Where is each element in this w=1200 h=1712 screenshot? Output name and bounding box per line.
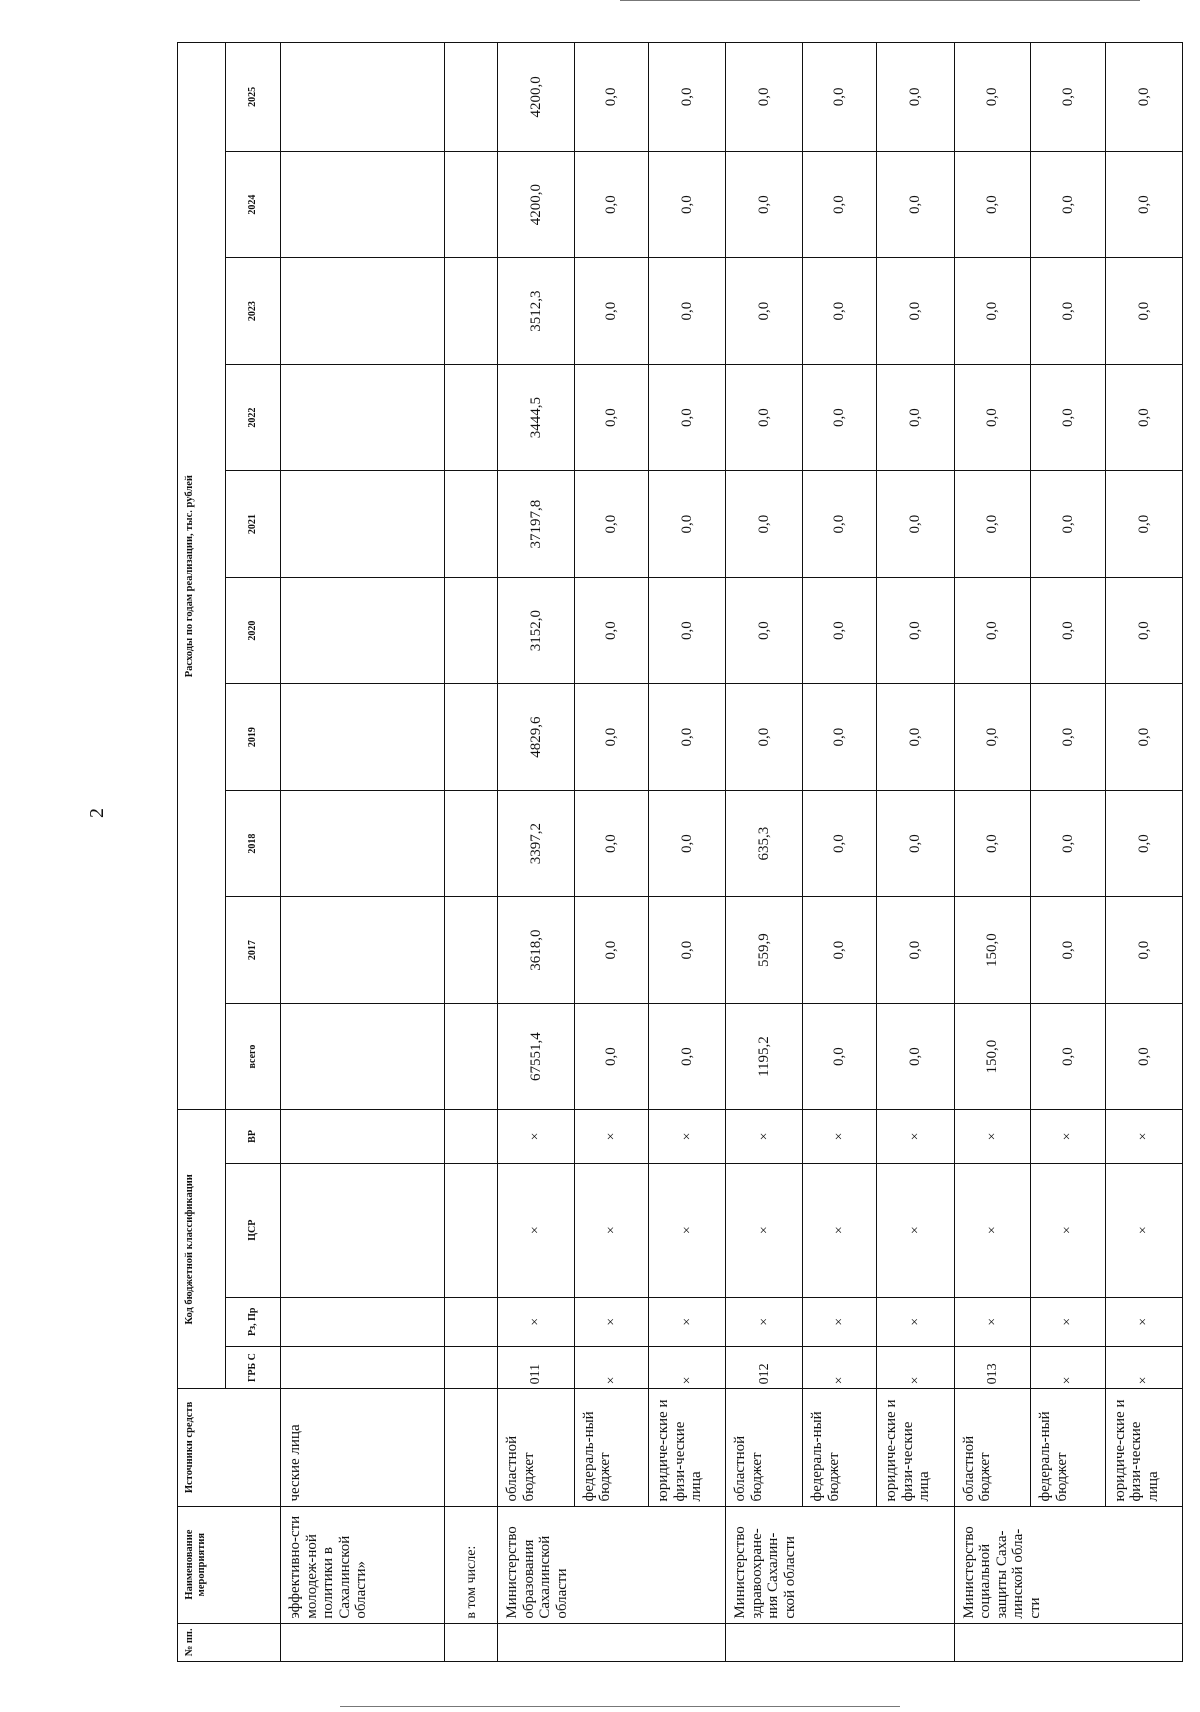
empty-cell (281, 1163, 445, 1297)
row-number-cell (954, 1623, 1182, 1661)
total-value: 1195,2 (726, 1003, 803, 1110)
empty-cell (445, 577, 498, 684)
year-value-2022: 0,0 (726, 364, 803, 471)
year-value-2018: 0,0 (877, 790, 954, 897)
year-value-2025: 0,0 (803, 43, 877, 152)
empty-cell (445, 43, 498, 152)
empty-cell (445, 1346, 498, 1389)
rzpr-code: × (498, 1297, 575, 1346)
year-value-2023: 0,0 (803, 258, 877, 365)
year-value-2022: 0,0 (574, 364, 648, 471)
empty-cell (445, 897, 498, 1004)
vr-code: × (954, 1110, 1031, 1163)
empty-cell (281, 151, 445, 258)
empty-cell (281, 684, 445, 791)
year-value-2019: 0,0 (574, 684, 648, 791)
grbs-code: × (1105, 1346, 1182, 1389)
funding-source: федераль-ный бюджет (574, 1389, 648, 1506)
funding-source: юридиче-ские и физи-ческие лица (649, 1389, 726, 1506)
year-value-2025: 4200,0 (498, 43, 575, 152)
rzpr-code: × (726, 1297, 803, 1346)
empty-cell (445, 364, 498, 471)
rzpr-code: × (877, 1297, 954, 1346)
year-value-2025: 0,0 (574, 43, 648, 152)
grbs-code: × (1031, 1346, 1105, 1389)
year-value-2017: 0,0 (1031, 897, 1105, 1004)
subheader-no-cell (445, 1623, 498, 1661)
year-value-2021: 0,0 (954, 471, 1031, 578)
total-value: 0,0 (649, 1003, 726, 1110)
year-value-2017: 0,0 (1105, 897, 1182, 1004)
header-year-2021: 2021 (225, 471, 281, 578)
year-value-2019: 0,0 (726, 684, 803, 791)
year-value-2017: 150,0 (954, 897, 1031, 1004)
csr-code: × (649, 1163, 726, 1297)
total-value: 0,0 (877, 1003, 954, 1110)
year-value-2018: 0,0 (1031, 790, 1105, 897)
empty-cell (281, 43, 445, 152)
ministry-name: Министерство социальной защиты Саха-линской обла-сти (954, 1506, 1182, 1623)
scan-edge-line-bottom (340, 1706, 900, 1707)
csr-code: × (498, 1163, 575, 1297)
continuation-name: эффективно-сти молодеж-ной политики в Сахалинской области» (281, 1506, 445, 1623)
year-value-2020: 0,0 (803, 577, 877, 684)
year-value-2019: 0,0 (954, 684, 1031, 791)
rzpr-code: × (1105, 1297, 1182, 1346)
year-value-2022: 0,0 (954, 364, 1031, 471)
year-value-2019: 0,0 (649, 684, 726, 791)
year-value-2018: 635,3 (726, 790, 803, 897)
continuation-no-cell (281, 1623, 445, 1661)
year-value-2018: 0,0 (574, 790, 648, 897)
year-value-2019: 0,0 (1031, 684, 1105, 791)
year-value-2018: 0,0 (954, 790, 1031, 897)
year-value-2024: 0,0 (574, 151, 648, 258)
grbs-code: × (574, 1346, 648, 1389)
empty-cell (445, 471, 498, 578)
header-year-2022: 2022 (225, 364, 281, 471)
year-value-2023: 0,0 (649, 258, 726, 365)
page-number: 2 (86, 808, 108, 818)
year-value-2023: 0,0 (574, 258, 648, 365)
grbs-code: × (803, 1346, 877, 1389)
ministry-name: Министерство здравоохране-ния Сахалин-ской области (726, 1506, 954, 1623)
grbs-code: × (649, 1346, 726, 1389)
grbs-code: 012 (726, 1346, 803, 1389)
header-grbs: ГРБ С (225, 1346, 281, 1389)
empty-cell (445, 1163, 498, 1297)
year-value-2025: 0,0 (1031, 43, 1105, 152)
header-no: № пп. (178, 1623, 281, 1661)
funding-source: областной бюджет (498, 1389, 575, 1506)
year-value-2024: 0,0 (726, 151, 803, 258)
empty-cell (281, 471, 445, 578)
empty-cell (281, 364, 445, 471)
total-value: 0,0 (803, 1003, 877, 1110)
year-value-2017: 3618,0 (498, 897, 575, 1004)
year-value-2024: 0,0 (1105, 151, 1182, 258)
year-value-2024: 0,0 (649, 151, 726, 258)
year-value-2025: 0,0 (1105, 43, 1182, 152)
vr-code: × (803, 1110, 877, 1163)
year-value-2023: 0,0 (726, 258, 803, 365)
vr-code: × (649, 1110, 726, 1163)
empty-cell (281, 1110, 445, 1163)
year-value-2025: 0,0 (649, 43, 726, 152)
rzpr-code: × (574, 1297, 648, 1346)
csr-code: × (803, 1163, 877, 1297)
header-year-2019: 2019 (225, 684, 281, 791)
funding-source: юридиче-ские и физи-ческие лица (1105, 1389, 1182, 1506)
year-value-2020: 0,0 (1105, 577, 1182, 684)
year-value-2021: 0,0 (1105, 471, 1182, 578)
total-value: 0,0 (574, 1003, 648, 1110)
header-year-2023: 2023 (225, 258, 281, 365)
year-value-2020: 3152,0 (498, 577, 575, 684)
header-year-2018: 2018 (225, 790, 281, 897)
year-value-2021: 0,0 (649, 471, 726, 578)
empty-cell (281, 1346, 445, 1389)
table-row (1105, 43, 1182, 1662)
year-value-2017: 0,0 (649, 897, 726, 1004)
year-value-2020: 0,0 (649, 577, 726, 684)
table-row (954, 43, 1031, 1662)
header-total: всего (225, 1003, 281, 1110)
table-row (1031, 43, 1105, 1662)
year-value-2023: 3512,3 (498, 258, 575, 365)
rzpr-code: × (1031, 1297, 1105, 1346)
table-row (498, 43, 575, 1662)
csr-code: × (954, 1163, 1031, 1297)
table-row (574, 43, 648, 1662)
grbs-code: 013 (954, 1346, 1031, 1389)
ministry-groups (498, 43, 1183, 1662)
year-value-2023: 0,0 (877, 258, 954, 365)
year-value-2020: 0,0 (726, 577, 803, 684)
scan-edge-line-top (620, 0, 1140, 1)
year-value-2021: 0,0 (803, 471, 877, 578)
year-value-2024: 0,0 (877, 151, 954, 258)
continuation-source: ческие лица (281, 1389, 445, 1506)
year-value-2021: 37197,8 (498, 471, 575, 578)
year-value-2018: 3397,2 (498, 790, 575, 897)
year-value-2022: 0,0 (803, 364, 877, 471)
year-value-2023: 0,0 (1105, 258, 1182, 365)
vr-code: × (1031, 1110, 1105, 1163)
year-value-2018: 0,0 (1105, 790, 1182, 897)
year-value-2019: 0,0 (877, 684, 954, 791)
vr-code: × (877, 1110, 954, 1163)
budget-table-sheet (177, 42, 1183, 1662)
year-value-2017: 0,0 (877, 897, 954, 1004)
empty-cell (445, 1003, 498, 1110)
rzpr-code: × (954, 1297, 1031, 1346)
total-value: 67551,4 (498, 1003, 575, 1110)
year-value-2017: 0,0 (574, 897, 648, 1004)
header-expenses: Расходы по годам реализации, тыс. рублей (178, 43, 226, 1110)
table-row (877, 43, 954, 1662)
vr-code: × (498, 1110, 575, 1163)
grbs-code: 011 (498, 1346, 575, 1389)
year-value-2025: 0,0 (877, 43, 954, 152)
year-value-2022: 0,0 (1105, 364, 1182, 471)
year-value-2022: 0,0 (877, 364, 954, 471)
year-value-2020: 0,0 (954, 577, 1031, 684)
year-value-2023: 0,0 (1031, 258, 1105, 365)
year-value-2017: 0,0 (803, 897, 877, 1004)
empty-cell (281, 897, 445, 1004)
vr-code: × (726, 1110, 803, 1163)
grbs-code: × (877, 1346, 954, 1389)
year-value-2025: 0,0 (726, 43, 803, 152)
total-value: 0,0 (1031, 1003, 1105, 1110)
empty-cell (281, 577, 445, 684)
row-number-cell (726, 1623, 954, 1661)
total-value: 0,0 (1105, 1003, 1182, 1110)
header-year-2020: 2020 (225, 577, 281, 684)
csr-code: × (574, 1163, 648, 1297)
empty-cell (281, 790, 445, 897)
year-value-2022: 0,0 (649, 364, 726, 471)
header-vr: ВР (225, 1110, 281, 1163)
empty-cell (445, 258, 498, 365)
funding-source: федераль-ный бюджет (1031, 1389, 1105, 1506)
rzpr-code: × (649, 1297, 726, 1346)
year-value-2024: 0,0 (1031, 151, 1105, 258)
year-value-2017: 559,9 (726, 897, 803, 1004)
header-csr: ЦСР (225, 1163, 281, 1297)
empty-cell (281, 1297, 445, 1346)
budget-table (177, 42, 1183, 1662)
empty-cell (445, 790, 498, 897)
year-value-2020: 0,0 (877, 577, 954, 684)
subheader-in-that-number: в том числе: (445, 1506, 498, 1623)
empty-cell (445, 1110, 498, 1163)
table-row (803, 43, 877, 1662)
year-value-2024: 0,0 (954, 151, 1031, 258)
funding-source: областной бюджет (954, 1389, 1031, 1506)
year-value-2020: 0,0 (574, 577, 648, 684)
header-year-2017: 2017 (225, 897, 281, 1004)
year-value-2019: 4829,6 (498, 684, 575, 791)
empty-cell (281, 1003, 445, 1110)
total-value: 150,0 (954, 1003, 1031, 1110)
vr-code: × (574, 1110, 648, 1163)
table-row (726, 43, 803, 1662)
year-value-2023: 0,0 (954, 258, 1031, 365)
csr-code: × (877, 1163, 954, 1297)
empty-cell (445, 1297, 498, 1346)
year-value-2022: 0,0 (1031, 364, 1105, 471)
year-value-2024: 4200,0 (498, 151, 575, 258)
header-year-2024: 2024 (225, 151, 281, 258)
funding-source: федераль-ный бюджет (803, 1389, 877, 1506)
header-name: Наименование мероприятия (178, 1506, 281, 1623)
vr-code: × (1105, 1110, 1182, 1163)
year-value-2022: 3444,5 (498, 364, 575, 471)
year-value-2018: 0,0 (649, 790, 726, 897)
year-value-2019: 0,0 (803, 684, 877, 791)
year-value-2020: 0,0 (1031, 577, 1105, 684)
header-year-2025: 2025 (225, 43, 281, 152)
table-row (649, 43, 726, 1662)
rzpr-code: × (803, 1297, 877, 1346)
funding-source: областной бюджет (726, 1389, 803, 1506)
year-value-2024: 0,0 (803, 151, 877, 258)
funding-source: юридиче-ские и физи-ческие лица (877, 1389, 954, 1506)
empty-cell (445, 1389, 498, 1506)
row-number-cell (498, 1623, 726, 1661)
year-value-2018: 0,0 (803, 790, 877, 897)
year-value-2021: 0,0 (877, 471, 954, 578)
year-value-2025: 0,0 (954, 43, 1031, 152)
year-value-2019: 0,0 (1105, 684, 1182, 791)
ministry-name: Министерство образования Сахалинской области (498, 1506, 726, 1623)
empty-cell (445, 151, 498, 258)
csr-code: × (726, 1163, 803, 1297)
csr-code: × (1031, 1163, 1105, 1297)
header-budget-code: Код бюджетной классификации (178, 1110, 226, 1389)
year-value-2021: 0,0 (1031, 471, 1105, 578)
empty-cell (281, 258, 445, 365)
empty-cell (445, 684, 498, 791)
year-value-2021: 0,0 (726, 471, 803, 578)
header-rzpr: Рз, Пр (225, 1297, 281, 1346)
csr-code: × (1105, 1163, 1182, 1297)
header-sources: Источники средств (178, 1389, 281, 1506)
year-value-2021: 0,0 (574, 471, 648, 578)
